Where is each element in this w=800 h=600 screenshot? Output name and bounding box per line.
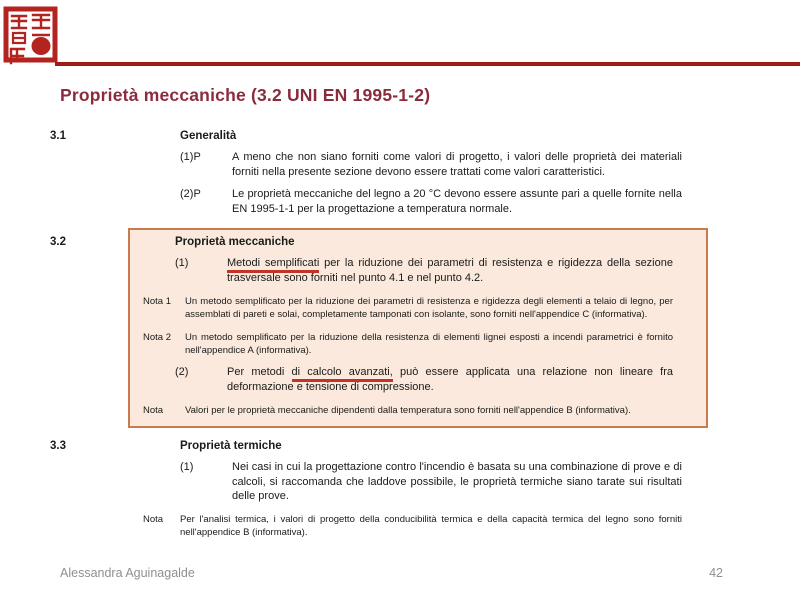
section-3.2 bbox=[50, 228, 712, 428]
paragraph bbox=[175, 365, 673, 394]
paragraph bbox=[180, 150, 682, 179]
paragraph-text bbox=[227, 365, 673, 394]
section-header-row bbox=[50, 130, 712, 142]
section-3.3 bbox=[50, 440, 712, 539]
document-body bbox=[50, 130, 712, 539]
note-text: Per l'analisi termica, i valori di progetto della conducibilità termica e della capacità termica del legno sono forniti nell'appendice B (informativa). bbox=[180, 513, 682, 538]
chinese-seal-stamp-icon bbox=[2, 3, 58, 65]
section-heading: Generalità bbox=[180, 130, 237, 142]
paragraph bbox=[180, 460, 682, 504]
section-3.1 bbox=[50, 130, 712, 216]
text-part: può essere applicata una relazione non lineare fra deformazione e tensione di compressione. bbox=[227, 366, 673, 393]
paragraph-marker: (2)P bbox=[180, 188, 201, 200]
note-text: Valori per le proprietà meccaniche dipendenti dalla temperatura sono forniti nell'appendice B (informativa). bbox=[185, 405, 631, 416]
slide-title: Proprietà meccaniche (3.2 UNI EN 1995-1-2) bbox=[60, 84, 431, 105]
note bbox=[143, 331, 673, 357]
section-number: 3.3 bbox=[50, 440, 66, 452]
footer-author: Alessandra Aguinagalde bbox=[60, 566, 195, 580]
paragraph-text: Le proprietà meccaniche del legno a 20 °C devono essere assunte pari a quelle fornite nella EN 1995-1-1 per la progettazione a temperatura normale. bbox=[232, 188, 682, 215]
text-part: Per metodi bbox=[227, 366, 292, 378]
section-number: 3.2 bbox=[50, 236, 66, 248]
note-label: Nota 1 bbox=[143, 296, 171, 307]
paragraph bbox=[180, 187, 682, 216]
paragraph-marker: (1)P bbox=[180, 151, 201, 163]
note bbox=[143, 513, 682, 539]
note-label: Nota bbox=[143, 405, 164, 416]
underlined-text: Metodi semplificati bbox=[227, 257, 319, 273]
paragraph-marker: (1) bbox=[180, 461, 194, 473]
note-label: Nota 2 bbox=[143, 332, 171, 343]
underlined-text: di calcolo avanzati, bbox=[292, 366, 393, 382]
footer-page-number: 42 bbox=[709, 566, 723, 580]
paragraph-marker: (1) bbox=[175, 257, 189, 269]
paragraph-text: A meno che non siano forniti come valori di progetto, i valori delle proprietà dei materiali forniti nella presente sezione devono essere trattati come valori caratteristici. bbox=[232, 151, 682, 178]
paragraph-text: Nei casi in cui la progettazione contro l'incendio è basata su una combinazione di prove e di calcoli, si raccomanda che laddove possibile, le proprietà termiche siano tarate sui risultati delle prove. bbox=[232, 461, 682, 502]
note-text: Un metodo semplificato per la riduzione dei parametri di resistenza e rigidezza degli elementi a telaio di legno, per assemblati di pareti e solai, completamente tamponati con isolante, sono forniti nell'appendice C (informativa). bbox=[185, 296, 673, 320]
paragraph-marker: (2) bbox=[175, 366, 189, 378]
note-label: Nota bbox=[143, 513, 164, 525]
note-text: Un metodo semplificato per la riduzione della resistenza di elementi lignei esposti a incendi parametrici è fornito nell'appendice A (informativa). bbox=[185, 332, 673, 356]
note bbox=[143, 295, 673, 321]
highlight-box bbox=[50, 228, 708, 428]
note bbox=[143, 404, 673, 417]
paragraph bbox=[175, 256, 673, 285]
section-heading: Proprietà meccaniche bbox=[175, 236, 295, 248]
section-header-row bbox=[50, 440, 712, 452]
paragraph-text bbox=[227, 256, 673, 285]
section-heading: Proprietà termiche bbox=[180, 440, 282, 452]
header-rule bbox=[55, 62, 800, 66]
section-number: 3.1 bbox=[50, 130, 66, 142]
text-part: per la riduzione dei parametri di resistenza e rigidezza della sezione trasversale sono forniti nel punto 4.1 e nel punto 4.2. bbox=[227, 257, 673, 284]
